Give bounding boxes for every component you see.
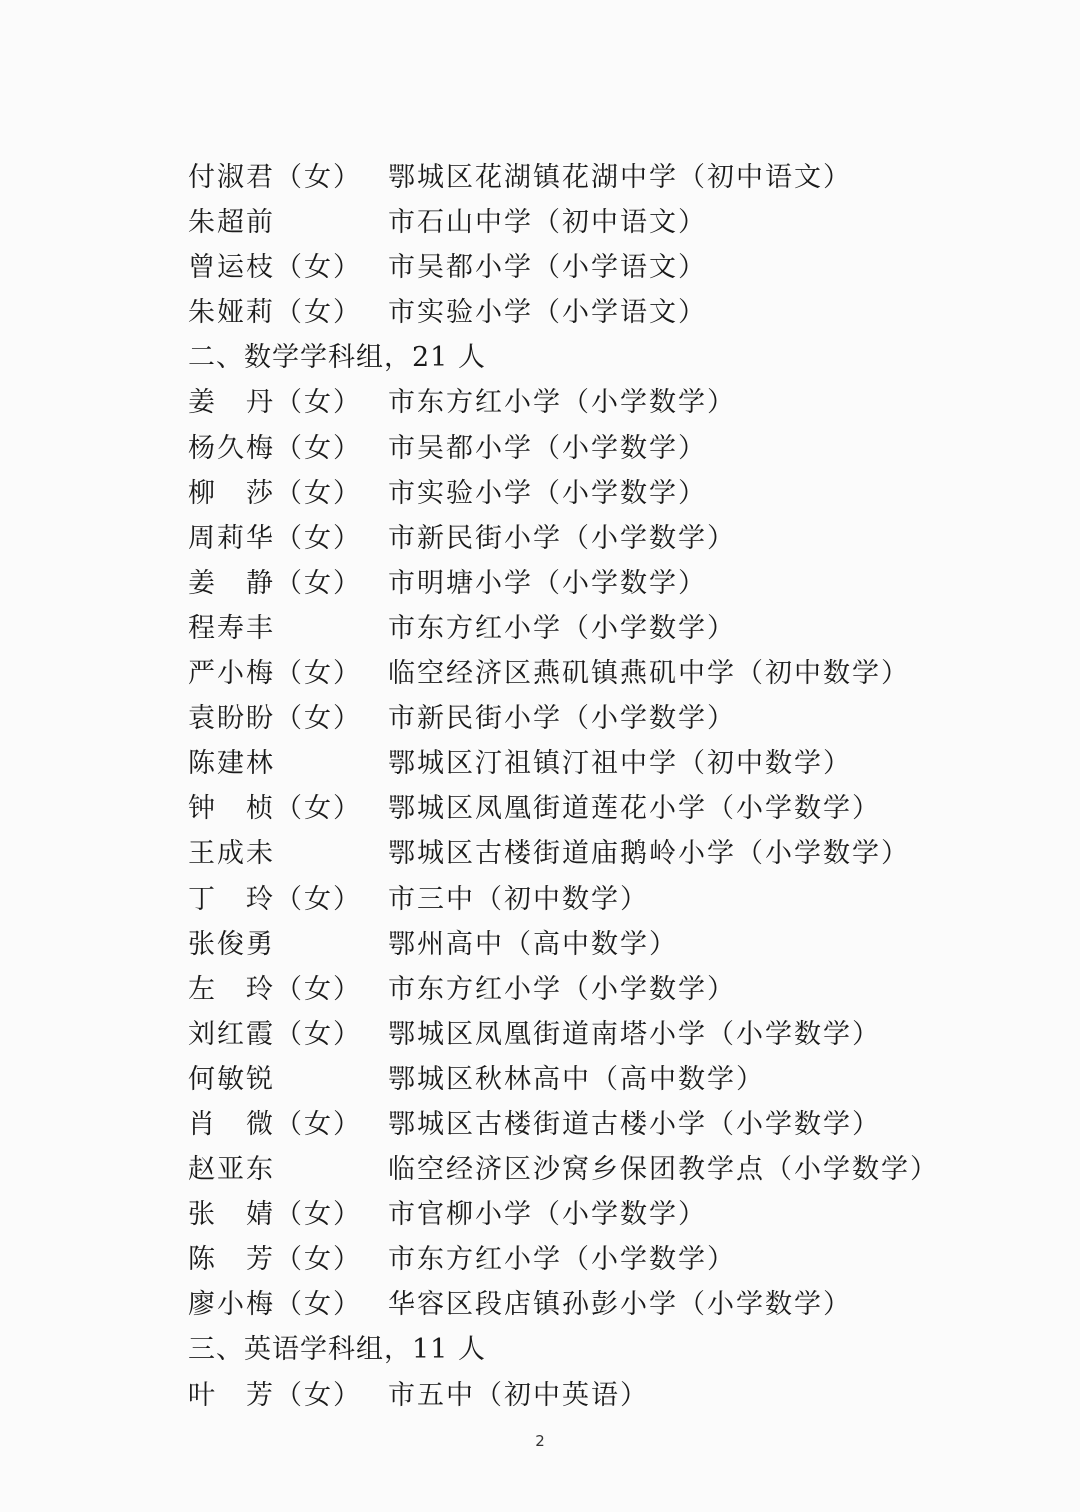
list-item [188, 922, 1048, 967]
teacher-name: 廖小梅（女） [188, 1289, 362, 1321]
teacher-school: 临空经济区沙窝乡保团教学点（小学数学） [388, 1154, 939, 1186]
list-item [188, 245, 1048, 290]
teacher-name: 陈 芳（女） [188, 1244, 362, 1276]
list-item [188, 471, 1048, 516]
teacher-name: 曾运枝（女） [188, 252, 362, 284]
teacher-school: 鄂城区秋林高中（高中数学） [388, 1063, 765, 1095]
teacher-name: 严小梅（女） [188, 658, 362, 690]
list-item [188, 516, 1048, 561]
roster-list [188, 155, 1048, 1418]
teacher-school: 市东方红小学（小学数学） [388, 387, 736, 419]
teacher-school: 市新民街小学（小学数学） [388, 522, 736, 554]
teacher-school: 华容区段店镇孙彭小学（小学数学） [388, 1289, 852, 1321]
teacher-school: 市东方红小学（小学数学） [388, 1244, 736, 1276]
teacher-school: 市东方红小学（小学数学） [388, 612, 736, 644]
teacher-school: 市五中（初中英语） [388, 1379, 649, 1411]
teacher-school: 市东方红小学（小学数学） [388, 973, 736, 1005]
teacher-name: 程寿丰 [188, 612, 275, 644]
teacher-school: 市明塘小学（小学数学） [388, 567, 707, 599]
teacher-school: 市吴都小学（小学语文） [388, 252, 707, 284]
list-item [188, 831, 1048, 876]
list-item [188, 380, 1048, 425]
list-item [188, 786, 1048, 831]
teacher-school: 鄂城区凤凰街道南塔小学（小学数学） [388, 1018, 881, 1050]
teacher-name: 张 婧（女） [188, 1199, 362, 1231]
list-item [188, 1102, 1048, 1147]
teacher-school: 市新民街小学（小学数学） [388, 703, 736, 735]
teacher-school: 鄂城区古楼街道庙鹅岭小学（小学数学） [388, 838, 910, 870]
list-item [188, 1057, 1048, 1102]
teacher-school: 鄂城区凤凰街道莲花小学（小学数学） [388, 793, 881, 825]
teacher-name: 何敏锐 [188, 1063, 275, 1095]
teacher-name: 姜 丹（女） [188, 387, 362, 419]
teacher-name: 付淑君（女） [188, 162, 362, 193]
list-item [188, 426, 1048, 471]
teacher-school: 市石山中学（初中语文） [388, 207, 707, 239]
list-item [188, 696, 1048, 741]
list-item [188, 561, 1048, 606]
page-number: 2 [535, 1432, 545, 1450]
section-heading-english: 三、英语学科组，11 人 [188, 1334, 486, 1366]
teacher-name: 杨久梅（女） [188, 432, 362, 464]
list-item [188, 290, 1048, 335]
list-item [188, 1237, 1048, 1282]
teacher-name: 姜 静（女） [188, 567, 362, 599]
list-item [188, 606, 1048, 651]
list-item [188, 155, 1048, 200]
teacher-school: 市官柳小学（小学数学） [388, 1199, 707, 1231]
teacher-name: 赵亚东 [188, 1154, 275, 1186]
list-item [188, 1282, 1048, 1327]
teacher-school: 临空经济区燕矶镇燕矶中学（初中数学） [388, 658, 910, 690]
teacher-name: 丁 玲（女） [188, 883, 362, 915]
teacher-name: 朱娅莉（女） [188, 297, 362, 329]
teacher-school: 市吴都小学（小学数学） [388, 432, 707, 464]
list-item [188, 651, 1048, 696]
teacher-name: 钟 桢（女） [188, 793, 362, 825]
teacher-name: 张俊勇 [188, 928, 275, 960]
teacher-school: 鄂州高中（高中数学） [388, 928, 678, 960]
teacher-school: 市三中（初中数学） [388, 883, 649, 915]
list-item [188, 200, 1048, 245]
teacher-name: 柳 莎（女） [188, 477, 362, 509]
teacher-name: 朱超前 [188, 207, 275, 239]
list-item [188, 1147, 1048, 1192]
teacher-school: 市实验小学（小学语文） [388, 297, 707, 329]
list-item [188, 741, 1048, 786]
teacher-school: 市实验小学（小学数学） [388, 477, 707, 509]
teacher-name: 王成未 [188, 838, 275, 870]
teacher-name: 肖 微（女） [188, 1108, 362, 1140]
list-item [188, 877, 1048, 922]
teacher-school: 鄂城区花湖镇花湖中学（初中语文） [388, 162, 852, 193]
teacher-name: 刘红霞（女） [188, 1018, 362, 1050]
list-item [188, 1012, 1048, 1057]
teacher-name: 陈建林 [188, 748, 275, 780]
teacher-name: 叶 芳（女） [188, 1379, 362, 1411]
list-item [188, 1192, 1048, 1237]
section-heading-math: 二、数学学科组，21 人 [188, 342, 486, 374]
teacher-school: 鄂城区古楼街道古楼小学（小学数学） [388, 1108, 881, 1140]
teacher-name: 袁盼盼（女） [188, 703, 362, 735]
teacher-name: 左 玲（女） [188, 973, 362, 1005]
teacher-school: 鄂城区汀祖镇汀祖中学（初中数学） [388, 748, 852, 780]
list-item [188, 1373, 1048, 1418]
teacher-name: 周莉华（女） [188, 522, 362, 554]
list-item [188, 967, 1048, 1012]
